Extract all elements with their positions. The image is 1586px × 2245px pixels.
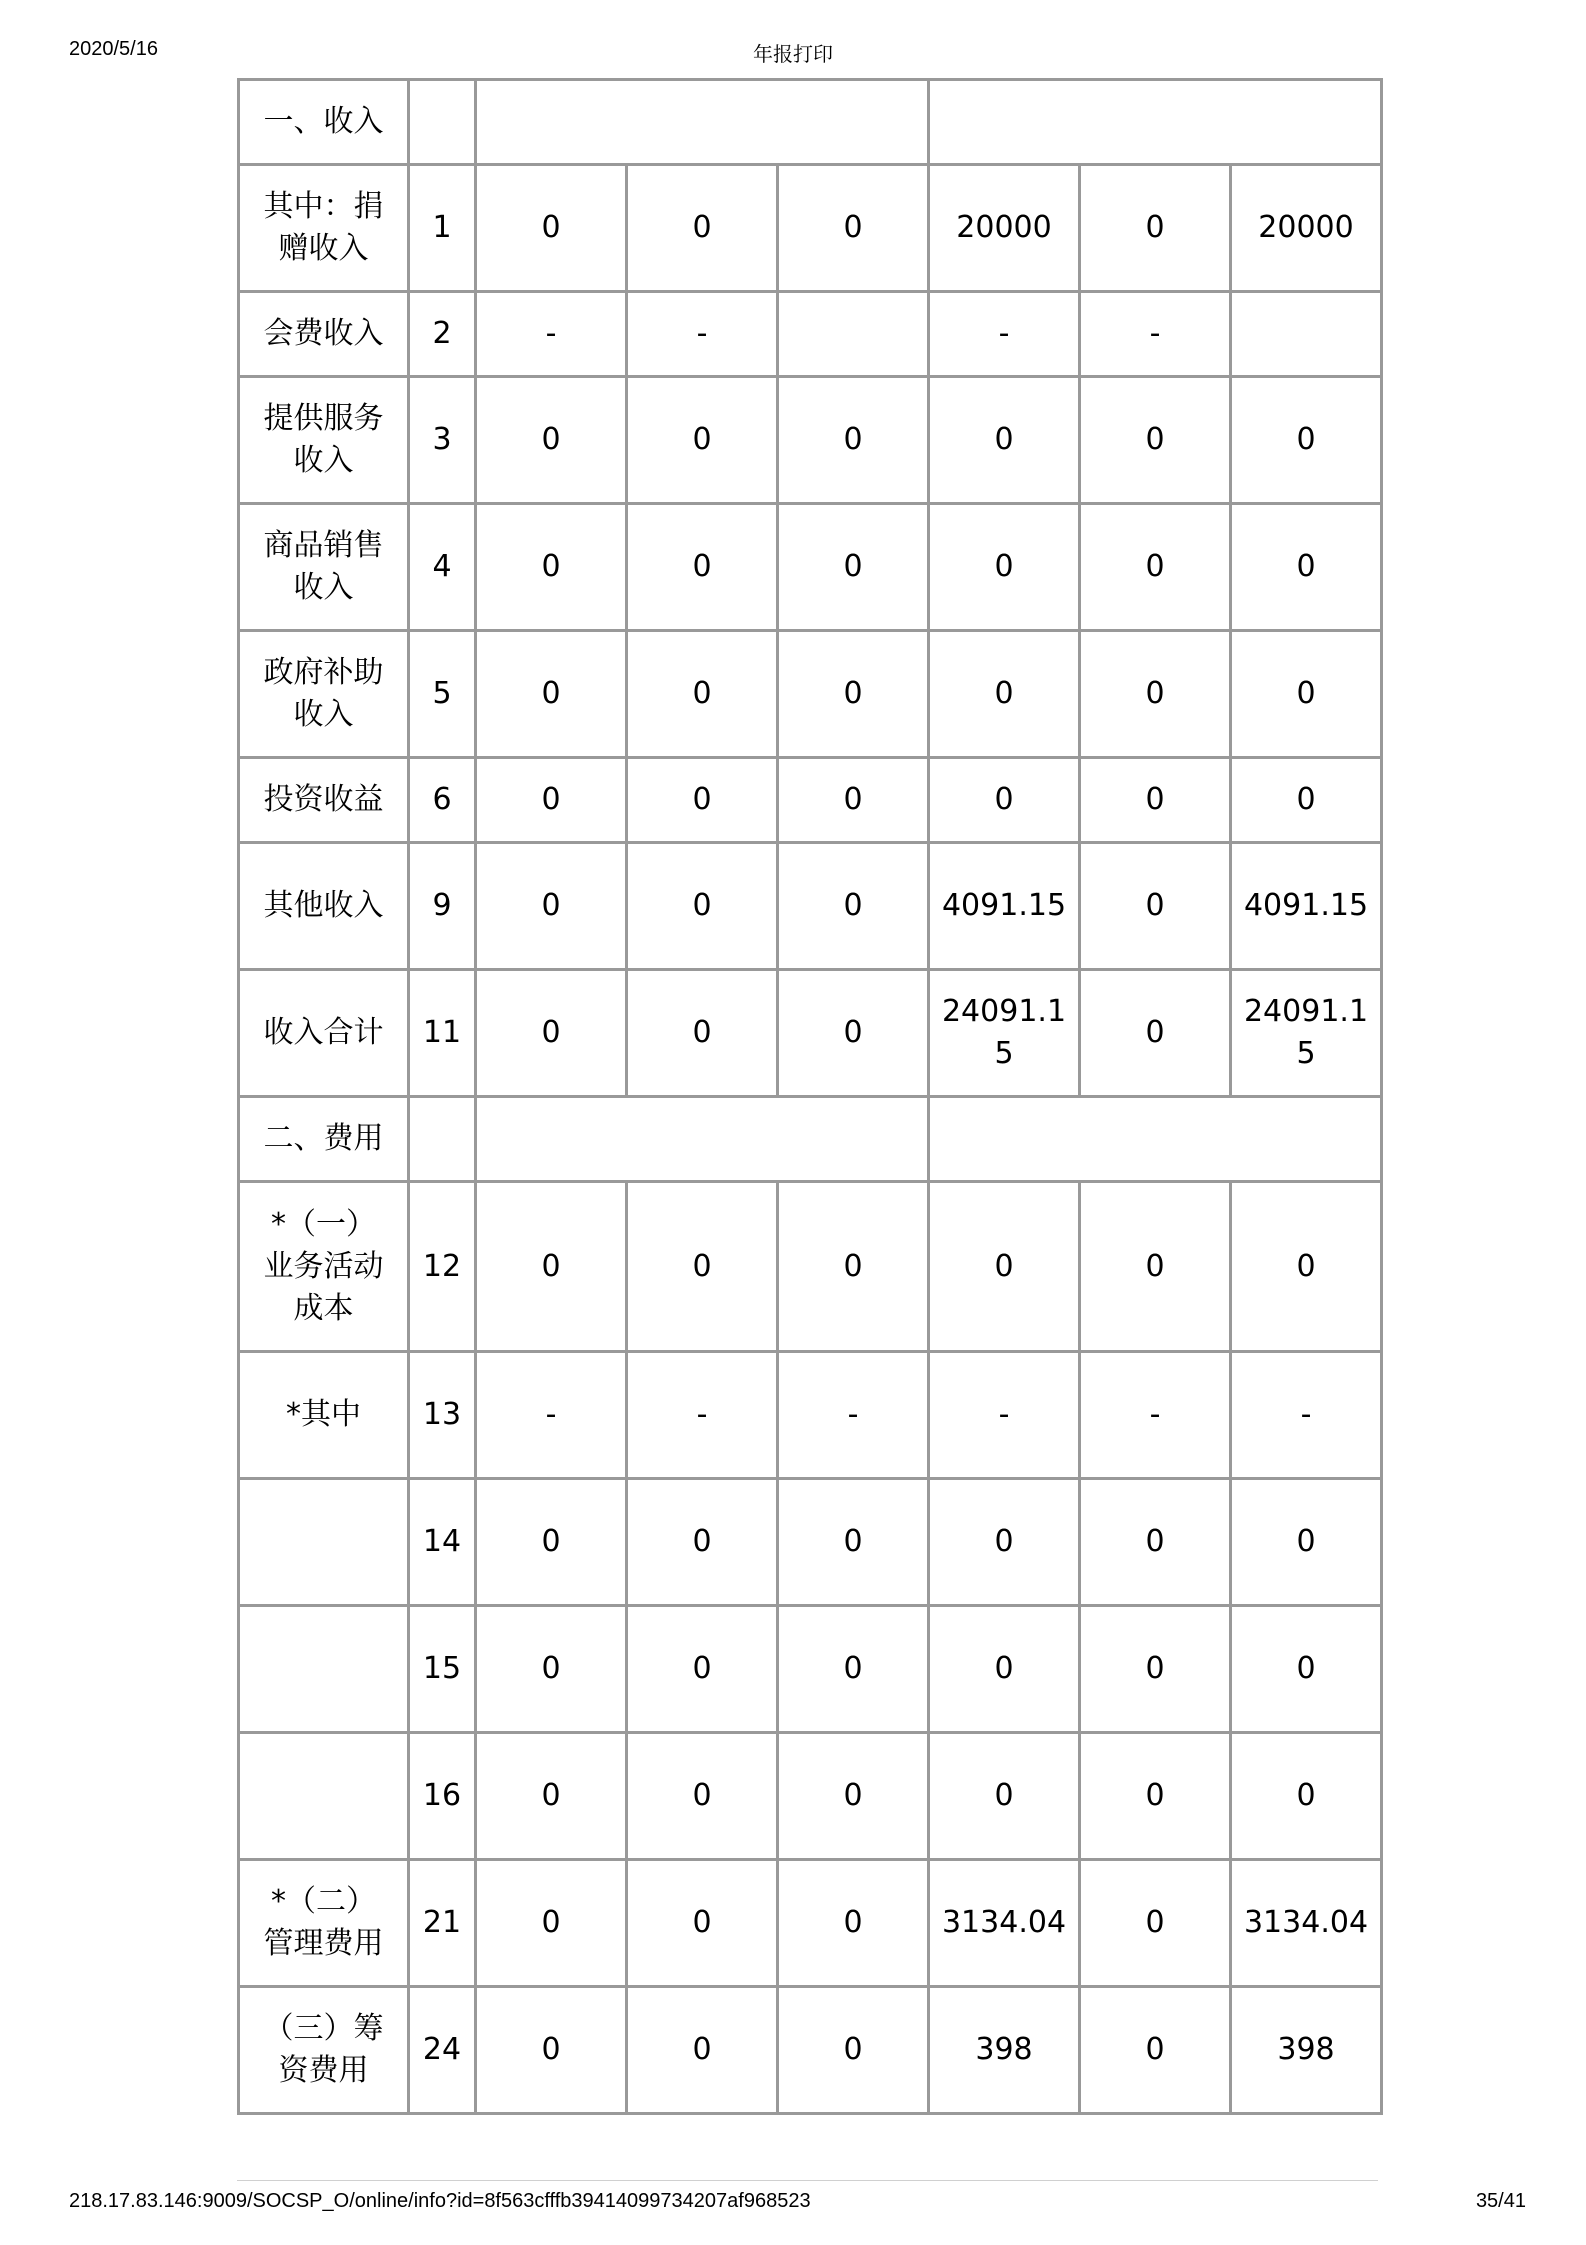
row-label: *其中	[239, 1352, 409, 1479]
table-row	[239, 165, 1382, 292]
value-cell: 398	[1231, 1987, 1382, 2114]
value-cell: 398	[929, 1987, 1080, 2114]
value-cell: 0	[627, 1182, 778, 1352]
value-cell: 0	[476, 631, 627, 758]
value-cell: 0	[1231, 631, 1382, 758]
row-number: 21	[409, 1860, 476, 1987]
value-cell: 3134.04	[1231, 1860, 1382, 1987]
print-date: 2020/5/16	[69, 38, 158, 60]
value-cell: 0	[476, 758, 627, 843]
value-cell: 0	[627, 377, 778, 504]
value-cell: 0	[1231, 1182, 1382, 1352]
value-cell: 0	[627, 1987, 778, 2114]
value-cell: 24091.15	[929, 970, 1080, 1097]
value-cell: 0	[929, 377, 1080, 504]
section-label: 一、收入	[239, 80, 409, 165]
value-cell: 0	[627, 504, 778, 631]
value-cell: 0	[476, 1606, 627, 1733]
footer-divider	[237, 2180, 1378, 2181]
table-row	[239, 1733, 1382, 1860]
value-cell: 0	[476, 1987, 627, 2114]
table-row	[239, 1479, 1382, 1606]
value-cell	[778, 292, 929, 377]
blank-cell	[929, 80, 1382, 165]
value-cell: 0	[1080, 1987, 1231, 2114]
value-cell: 0	[476, 1182, 627, 1352]
row-number: 5	[409, 631, 476, 758]
expense-rows	[239, 1182, 1382, 2114]
value-cell: -	[627, 292, 778, 377]
value-cell: -	[778, 1352, 929, 1479]
section-row-expense	[239, 1097, 1382, 1182]
section-row-income	[239, 80, 1382, 165]
seq-cell	[409, 1097, 476, 1182]
value-cell: 0	[929, 504, 1080, 631]
row-number: 15	[409, 1606, 476, 1733]
seq-cell	[409, 80, 476, 165]
value-cell: 0	[1080, 631, 1231, 758]
row-number: 2	[409, 292, 476, 377]
row-label: *（一）业务活动成本	[239, 1182, 409, 1352]
value-cell: 0	[1231, 1479, 1382, 1606]
value-cell: 0	[476, 504, 627, 631]
value-cell: 0	[1231, 1606, 1382, 1733]
page-url: 218.17.83.146:9009/SOCSP_O/online/info?id=8f563cfffb39414099734207af968523	[69, 2190, 811, 2212]
table-row	[239, 1352, 1382, 1479]
value-cell: 0	[1080, 165, 1231, 292]
row-label: 收入合计	[239, 970, 409, 1097]
row-number: 3	[409, 377, 476, 504]
value-cell: 0	[778, 504, 929, 631]
value-cell: 0	[778, 631, 929, 758]
table-row	[239, 758, 1382, 843]
value-cell: -	[476, 292, 627, 377]
row-label: 会费收入	[239, 292, 409, 377]
row-label: *（二）管理费用	[239, 1860, 409, 1987]
row-number: 12	[409, 1182, 476, 1352]
value-cell: 0	[476, 377, 627, 504]
value-cell: 0	[627, 1860, 778, 1987]
value-cell: -	[929, 292, 1080, 377]
value-cell: 0	[778, 377, 929, 504]
row-label: 提供服务收入	[239, 377, 409, 504]
row-number: 14	[409, 1479, 476, 1606]
value-cell: 0	[778, 165, 929, 292]
value-cell: -	[1080, 292, 1231, 377]
value-cell: 0	[1231, 504, 1382, 631]
value-cell: 0	[1080, 1182, 1231, 1352]
page-title: 年报打印	[753, 42, 833, 66]
row-label	[239, 1733, 409, 1860]
table-row	[239, 1987, 1382, 2114]
value-cell: 0	[1080, 504, 1231, 631]
value-cell: 0	[778, 1733, 929, 1860]
value-cell: 0	[778, 1987, 929, 2114]
row-label: 政府补助收入	[239, 631, 409, 758]
table-row	[239, 292, 1382, 377]
value-cell: 0	[778, 1606, 929, 1733]
blank-cell	[929, 1097, 1382, 1182]
value-cell: 0	[929, 1479, 1080, 1606]
value-cell: 0	[476, 1479, 627, 1606]
page-number: 35/41	[1475, 2190, 1526, 2212]
blank-cell	[476, 80, 929, 165]
value-cell: 0	[627, 165, 778, 292]
value-cell: 0	[929, 631, 1080, 758]
table-row	[239, 970, 1382, 1097]
row-number: 24	[409, 1987, 476, 2114]
value-cell: 4091.15	[1231, 843, 1382, 970]
row-label: 其中：捐赠收入	[239, 165, 409, 292]
income-rows	[239, 165, 1382, 1097]
income-expense-table	[237, 78, 1383, 2115]
section-label: 二、费用	[239, 1097, 409, 1182]
table-row	[239, 843, 1382, 970]
value-cell: 0	[476, 970, 627, 1097]
value-cell: 0	[476, 165, 627, 292]
row-number: 13	[409, 1352, 476, 1479]
value-cell: -	[1080, 1352, 1231, 1479]
blank-cell	[476, 1097, 929, 1182]
value-cell: 0	[1080, 758, 1231, 843]
table-row	[239, 1606, 1382, 1733]
row-number: 16	[409, 1733, 476, 1860]
row-number: 9	[409, 843, 476, 970]
value-cell: 3134.04	[929, 1860, 1080, 1987]
value-cell: 0	[627, 758, 778, 843]
value-cell: 0	[476, 1860, 627, 1987]
value-cell: 0	[1231, 377, 1382, 504]
value-cell: -	[929, 1352, 1080, 1479]
value-cell: 0	[1080, 1733, 1231, 1860]
value-cell: 0	[929, 758, 1080, 843]
value-cell: 0	[627, 1606, 778, 1733]
value-cell: -	[627, 1352, 778, 1479]
row-label: （三）筹资费用	[239, 1987, 409, 2114]
value-cell: 0	[929, 1606, 1080, 1733]
value-cell: 0	[778, 970, 929, 1097]
value-cell: 0	[627, 970, 778, 1097]
row-label	[239, 1606, 409, 1733]
value-cell: 0	[1080, 1606, 1231, 1733]
table-row	[239, 377, 1382, 504]
value-cell: 0	[627, 1479, 778, 1606]
value-cell: 0	[1080, 377, 1231, 504]
value-cell: 24091.15	[1231, 970, 1382, 1097]
value-cell	[1231, 292, 1382, 377]
row-number: 11	[409, 970, 476, 1097]
value-cell: 0	[1080, 843, 1231, 970]
value-cell: 0	[778, 758, 929, 843]
value-cell: 0	[627, 1733, 778, 1860]
value-cell: 0	[1080, 1860, 1231, 1987]
value-cell: 20000	[929, 165, 1080, 292]
row-label: 商品销售收入	[239, 504, 409, 631]
table-row	[239, 504, 1382, 631]
value-cell: -	[476, 1352, 627, 1479]
table-row	[239, 631, 1382, 758]
value-cell: 0	[778, 1860, 929, 1987]
table-row	[239, 1860, 1382, 1987]
value-cell: 4091.15	[929, 843, 1080, 970]
value-cell: 0	[778, 1182, 929, 1352]
table-row	[239, 1182, 1382, 1352]
value-cell: 0	[929, 1182, 1080, 1352]
row-label: 投资收益	[239, 758, 409, 843]
value-cell: 0	[929, 1733, 1080, 1860]
value-cell: 0	[476, 1733, 627, 1860]
value-cell: 0	[1231, 1733, 1382, 1860]
value-cell: -	[1231, 1352, 1382, 1479]
value-cell: 0	[778, 843, 929, 970]
value-cell: 0	[627, 843, 778, 970]
value-cell: 0	[627, 631, 778, 758]
value-cell: 0	[1080, 970, 1231, 1097]
value-cell: 20000	[1231, 165, 1382, 292]
row-number: 6	[409, 758, 476, 843]
value-cell: 0	[1231, 758, 1382, 843]
value-cell: 0	[1080, 1479, 1231, 1606]
value-cell: 0	[476, 843, 627, 970]
row-number: 4	[409, 504, 476, 631]
value-cell: 0	[778, 1479, 929, 1606]
row-label	[239, 1479, 409, 1606]
row-label: 其他收入	[239, 843, 409, 970]
row-number: 1	[409, 165, 476, 292]
